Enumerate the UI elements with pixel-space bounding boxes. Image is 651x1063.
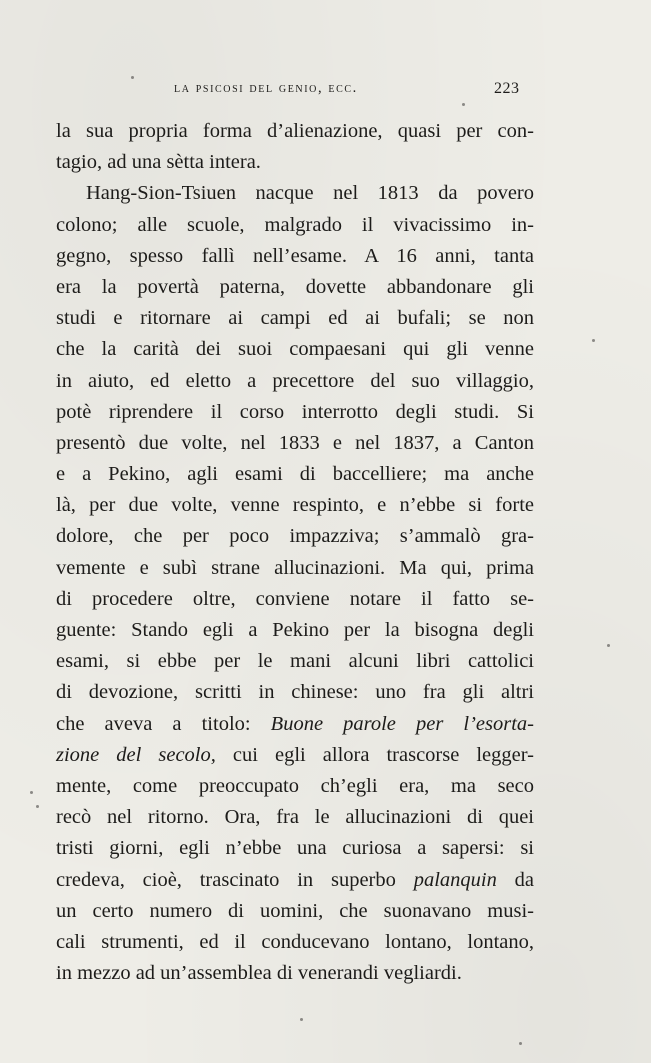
paper-speck bbox=[300, 1018, 303, 1021]
text-segment: credeva, cioè, trascinato in superbo bbox=[56, 868, 414, 891]
text-segment: cali strumenti, ed il conducevano lontano, lontano, bbox=[56, 930, 534, 953]
text-segment: colono; alle scuole, malgrado il vivacissimo in- bbox=[56, 213, 534, 236]
text-line bbox=[56, 334, 534, 365]
paper-speck bbox=[30, 791, 33, 794]
text-line bbox=[56, 521, 534, 552]
body-text bbox=[56, 116, 534, 989]
text-segment: presentò due volte, nel 1833 e nel 1837, a Canton bbox=[56, 431, 534, 454]
italic-text-segment: zione del secolo, bbox=[56, 743, 216, 766]
text-segment: tristi giorni, egli n’ebbe una curiosa a sapersi: si bbox=[56, 837, 534, 860]
text-line bbox=[56, 740, 534, 771]
text-line bbox=[56, 709, 534, 740]
page-number: 223 bbox=[494, 80, 520, 97]
text-line bbox=[56, 553, 534, 584]
text-line bbox=[56, 397, 534, 428]
text-segment: di procedere oltre, conviene notare il fatto se- bbox=[56, 587, 534, 610]
text-line bbox=[56, 428, 534, 459]
text-segment: recò nel ritorno. Ora, fra le allucinazioni di quei bbox=[56, 806, 534, 829]
text-line bbox=[56, 210, 534, 241]
text-segment: e a Pekino, agli esami di baccelliere; ma anche bbox=[56, 463, 534, 486]
text-line bbox=[56, 303, 534, 334]
text-line bbox=[56, 615, 534, 646]
paper-speck bbox=[607, 644, 610, 647]
text-line bbox=[56, 490, 534, 521]
text-line bbox=[56, 802, 534, 833]
page-header bbox=[0, 80, 651, 104]
text-line bbox=[56, 958, 534, 989]
paper-speck bbox=[462, 103, 465, 106]
text-line bbox=[56, 584, 534, 615]
text-line bbox=[56, 771, 534, 802]
italic-text-segment: Buone parole per l’esorta- bbox=[270, 712, 534, 735]
text-segment: vemente e subì strane allucinazioni. Ma qui, prima bbox=[56, 556, 534, 579]
text-segment: gegno, spesso fallì nell’esame. A 16 anni, tanta bbox=[56, 244, 534, 267]
text-segment: da bbox=[496, 868, 534, 891]
text-line bbox=[56, 833, 534, 864]
text-line bbox=[56, 147, 534, 178]
text-line bbox=[56, 646, 534, 677]
text-segment: Hang-Sion-Tsiuen nacque nel 1813 da povero bbox=[86, 182, 534, 205]
text-segment: mente, come preoccupato ch’egli era, ma seco bbox=[56, 774, 534, 797]
text-line bbox=[56, 366, 534, 397]
text-segment: era la povertà paterna, dovette abbandonare gli bbox=[56, 275, 534, 298]
text-segment: in mezzo ad un’assemblea di venerandi vegliardi. bbox=[56, 962, 462, 985]
text-segment: in aiuto, ed eletto a precettore del suo villaggio, bbox=[56, 369, 534, 392]
italic-text-segment: palanquin bbox=[413, 868, 497, 891]
text-line bbox=[56, 677, 534, 708]
text-segment: guente: Stando egli a Pekino per la bisogna degli bbox=[56, 619, 534, 641]
text-segment: di devozione, scritti in chinese: uno fra gli altri bbox=[56, 681, 534, 704]
text-segment: cui egli allora trascorse legger- bbox=[215, 743, 534, 766]
running-head: la psicosi del genio, ecc. bbox=[174, 80, 358, 96]
paper-speck bbox=[592, 339, 595, 342]
text-segment: esami, si ebbe per le mani alcuni libri cattolici bbox=[56, 650, 534, 673]
text-line bbox=[56, 865, 534, 896]
text-line bbox=[56, 116, 534, 147]
text-segment: studi e ritornare ai campi ed ai bufali; se non bbox=[56, 307, 534, 330]
text-segment: che aveva a titolo: bbox=[56, 712, 271, 735]
text-segment: che la carità dei suoi compaesani qui gli venne bbox=[56, 338, 534, 361]
paper-speck bbox=[131, 76, 134, 79]
text-line bbox=[56, 896, 534, 927]
text-line bbox=[56, 459, 534, 490]
text-line bbox=[56, 927, 534, 958]
text-segment: là, per due volte, venne respinto, e n’ebbe si forte bbox=[56, 494, 534, 517]
text-segment: la sua propria forma d’alienazione, quasi per con- bbox=[56, 120, 534, 142]
text-line bbox=[56, 178, 534, 209]
text-segment: tagio, ad una sètta intera. bbox=[56, 151, 261, 174]
text-segment: dolore, che per poco impazziva; s’ammalò gra- bbox=[56, 525, 534, 548]
paper-speck bbox=[519, 1042, 522, 1045]
text-segment: potè riprendere il corso interrotto degli studi. Si bbox=[56, 400, 534, 423]
text-line bbox=[56, 241, 534, 272]
text-segment: un certo numero di uomini, che suonavano musi- bbox=[56, 899, 534, 922]
paper-speck bbox=[36, 805, 39, 808]
text-line bbox=[56, 272, 534, 303]
